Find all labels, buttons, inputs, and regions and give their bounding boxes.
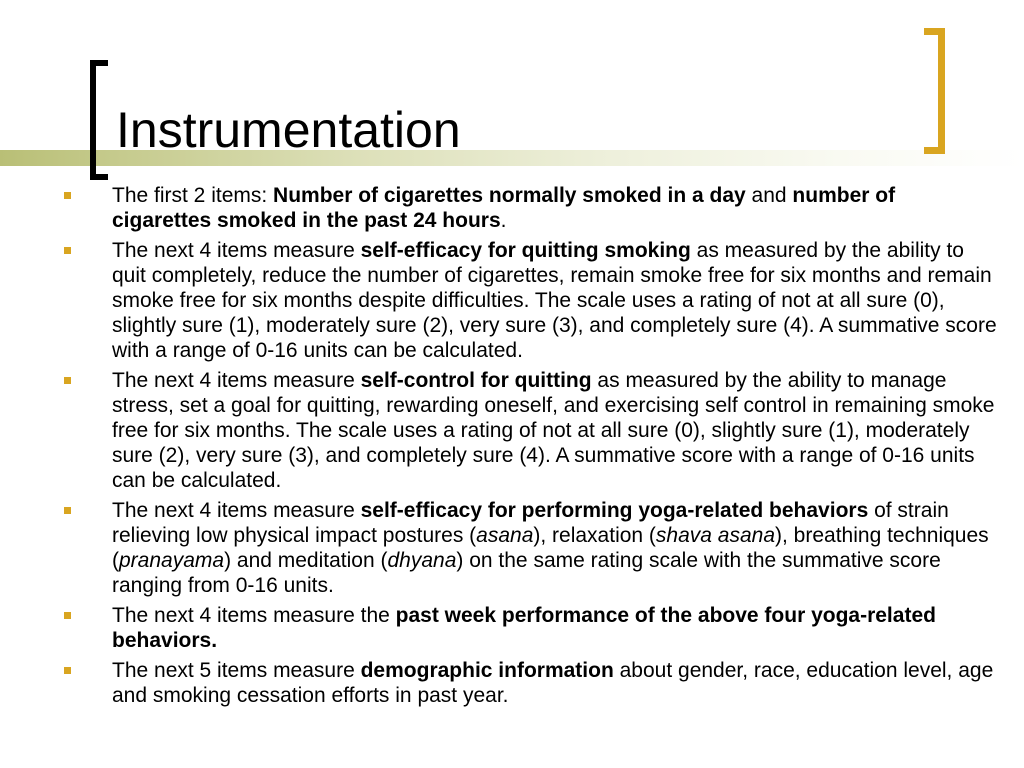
bullet-text [112, 498, 1000, 598]
bullet-list [60, 183, 1000, 713]
square-bullet-icon [64, 247, 71, 254]
text-run: The next 4 items measure [112, 499, 361, 522]
square-bullet-icon [64, 507, 71, 514]
square-bullet-icon [64, 667, 71, 674]
text-run: ) and meditation ( [224, 549, 388, 572]
right-bracket-decoration [924, 28, 945, 154]
bullet-item [60, 658, 1000, 708]
text-run: The next 4 items measure the [112, 604, 396, 627]
bullet-item [60, 368, 1000, 493]
slide-title: Instrumentation [116, 102, 461, 158]
text-run: The next 5 items measure [112, 659, 361, 682]
italic-text-run: asana [476, 524, 534, 547]
bullet-text [112, 658, 1000, 708]
bullet-item [60, 183, 1000, 233]
bullet-text [112, 603, 1000, 653]
italic-text-run: shava asana [655, 524, 776, 547]
text-run: ) on the same rating scale with the summative score ranging from 0-16 units. [112, 549, 941, 597]
bullet-text [112, 368, 1000, 493]
text-run: The next 4 items measure [112, 239, 361, 262]
left-bracket-decoration [90, 60, 108, 180]
italic-text-run: dhyana [387, 549, 457, 572]
bold-text-run: self-efficacy for quitting smoking [360, 239, 691, 262]
text-run: and [745, 184, 793, 207]
bold-text-run: self-efficacy for performing yoga-related behaviors [360, 499, 869, 522]
text-run: as measured by the ability to quit completely, reduce the number of cigarettes, remain smoke free for six months and remain smoke free for six months despite difficulties. The scale uses a rating of not at all sure (0), slightly sure (1), moderately sure (2), very sure (3), and completely sure (4). A summative score with a range of 0-16 units can be calculated. [112, 239, 997, 362]
text-run: of strain relieving low physical impact postures ( [112, 499, 949, 547]
text-run: about gender, race, education level, age and smoking cessation efforts in past year. [112, 659, 994, 707]
text-run: ), breathing techniques ( [112, 524, 989, 572]
square-bullet-icon [64, 612, 71, 619]
italic-text-run: pranayama [119, 549, 225, 572]
text-run: ), relaxation ( [533, 524, 656, 547]
bold-text-run: self-control for quitting [360, 369, 592, 392]
bullet-item [60, 498, 1000, 598]
text-run: as measured by the ability to manage stress, set a goal for quitting, rewarding oneself, and exercising self control in remaining smoke free for six months. The scale uses a rating of not at all sure (0), slightly sure (1), moderately sure (2), very sure (3), and completely sure (4). A summative score with a range of 0-16 units can be calculated. [112, 369, 995, 492]
bold-text-run: number of cigarettes smoked in the past 24 hours [112, 184, 896, 232]
bold-text-run: past week performance of the above four yoga-related behaviors. [112, 604, 936, 652]
bold-text-run: Number of cigarettes normally smoked in a day [273, 184, 746, 207]
text-run: The next 4 items measure [112, 369, 361, 392]
bullet-text [112, 183, 1000, 233]
bullet-item [60, 238, 1000, 363]
square-bullet-icon [64, 192, 71, 199]
bullet-text [112, 238, 1000, 363]
bold-text-run: demographic information [360, 659, 614, 682]
bullet-item [60, 603, 1000, 653]
text-run: . [500, 209, 507, 232]
text-run: The first 2 items: [112, 184, 274, 207]
square-bullet-icon [64, 377, 71, 384]
